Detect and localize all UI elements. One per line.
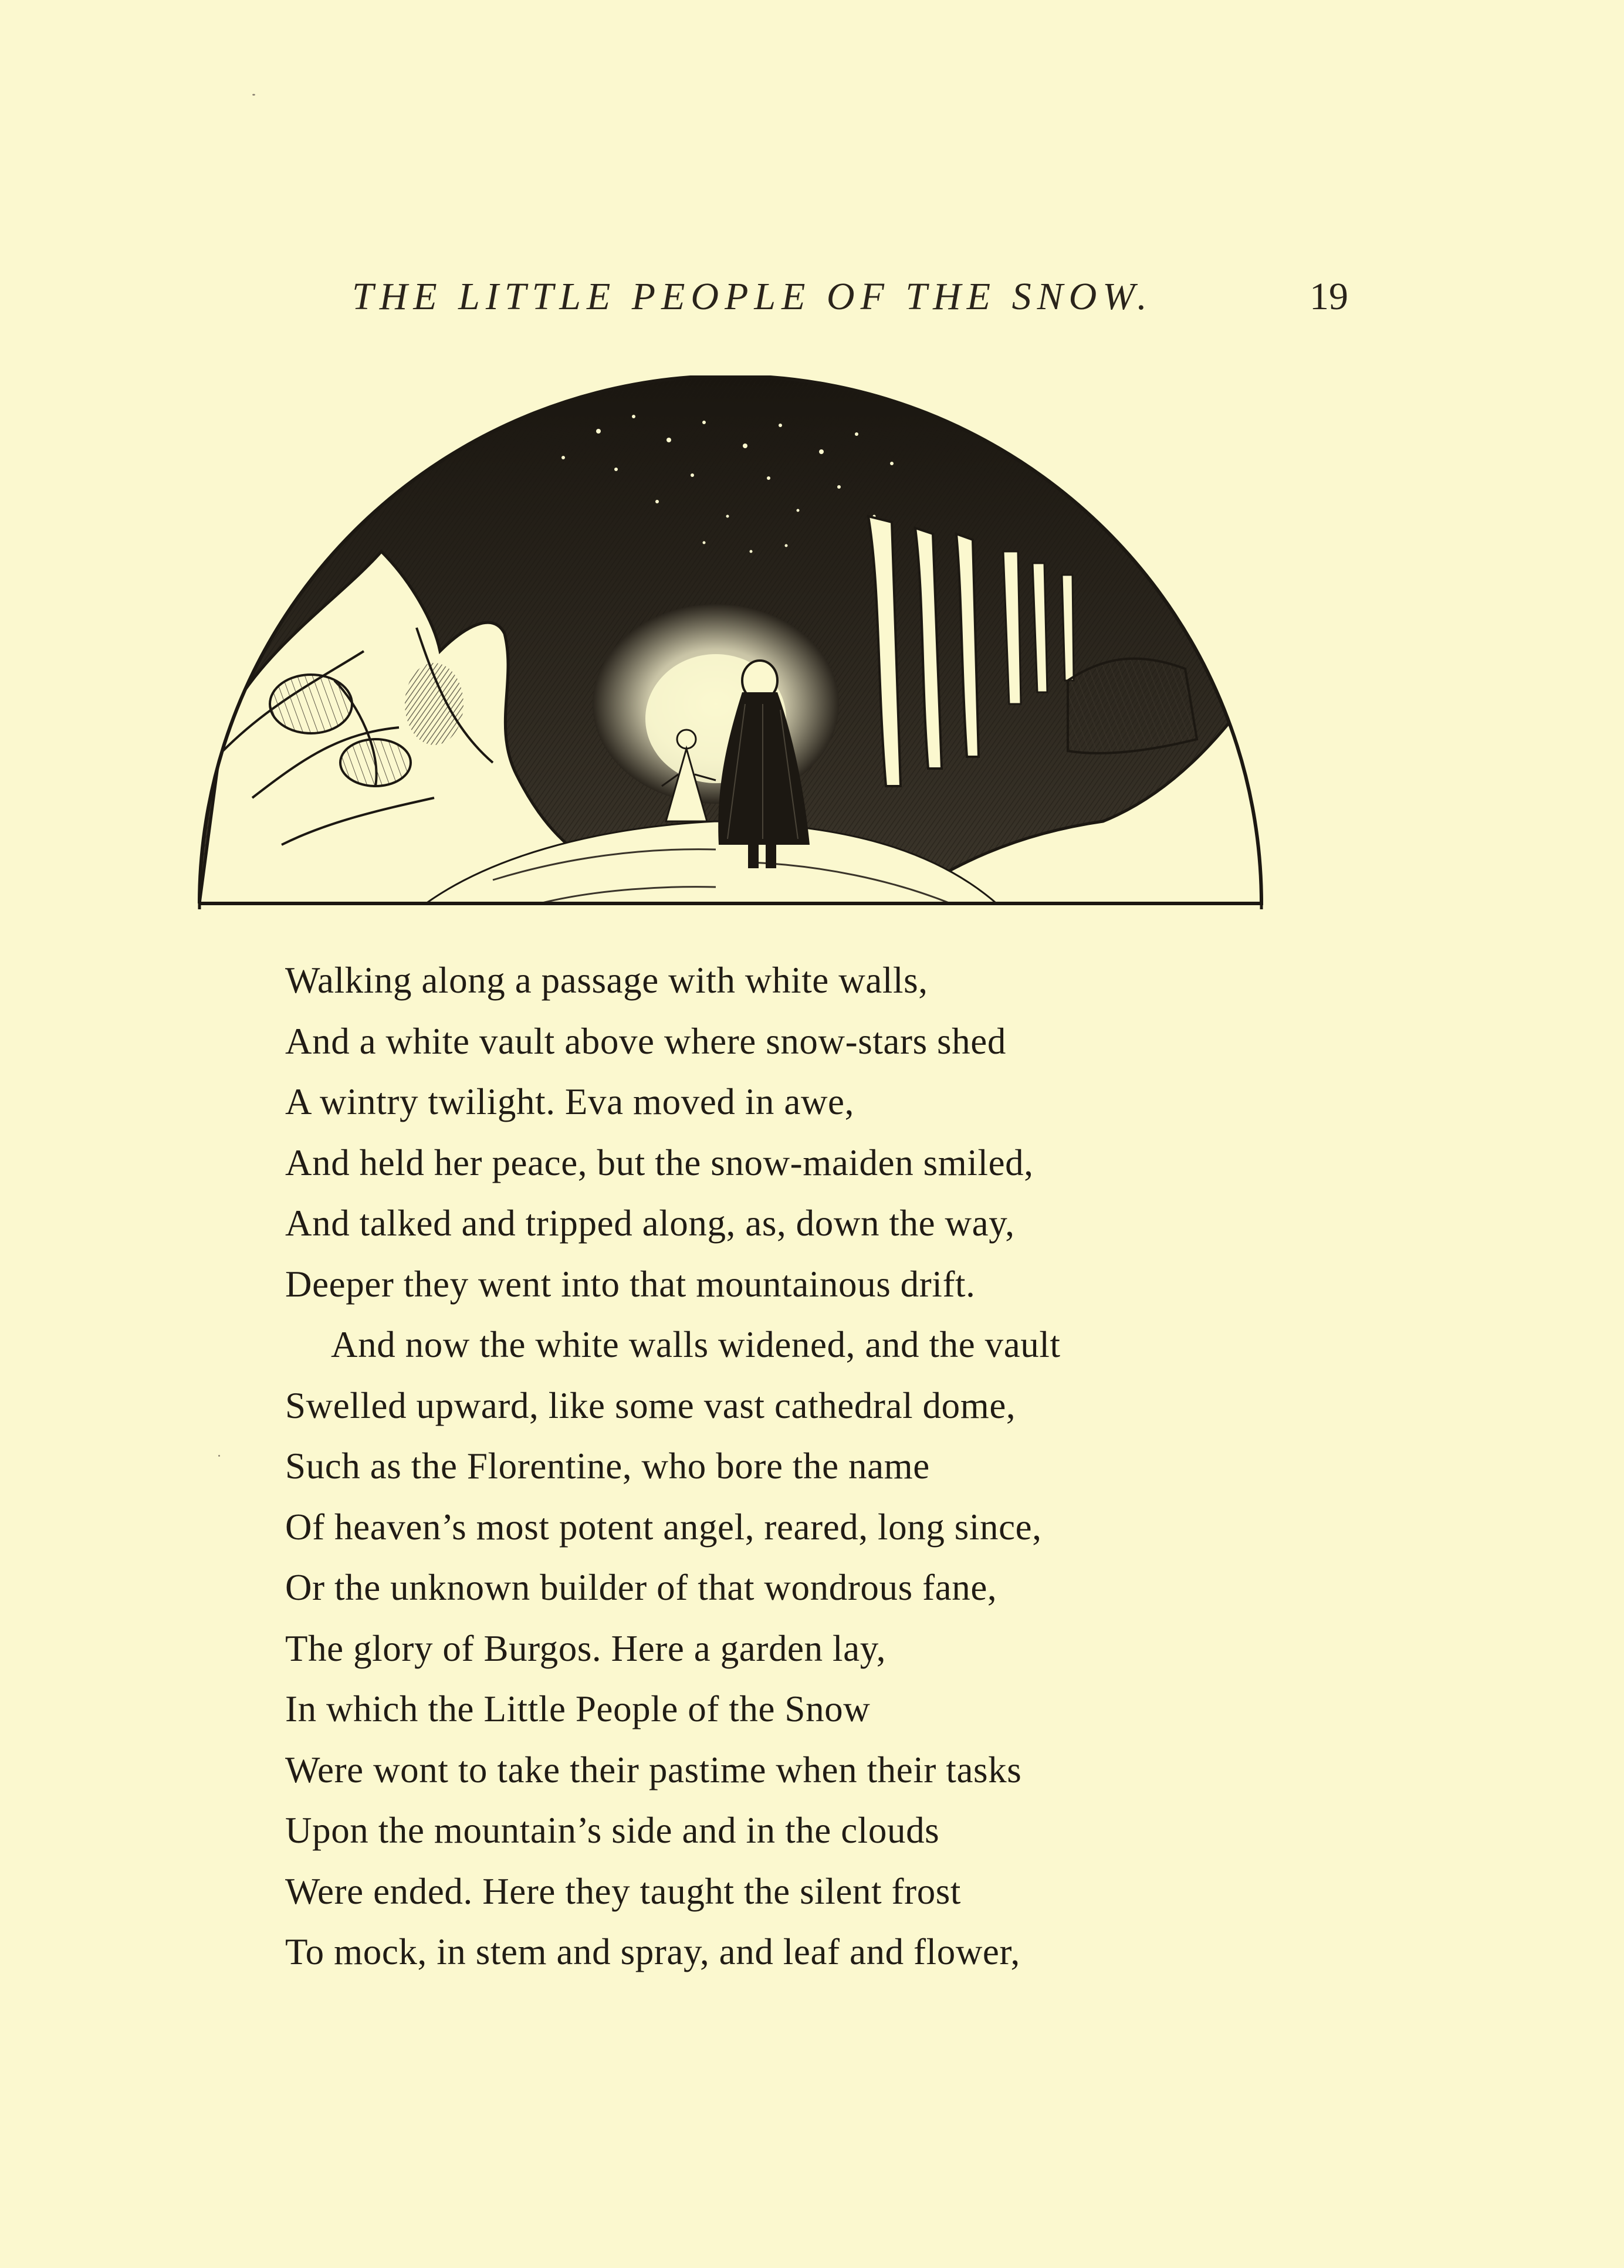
poem-line: Walking along a passage with white walls, xyxy=(285,960,928,1001)
poem-line: To mock, in stem and spray, and leaf and flower, xyxy=(285,1931,1020,1972)
running-title: THE LITTLE PEOPLE OF THE SNOW. xyxy=(352,275,1153,318)
poem-line: Were wont to take their pastime when their tasks xyxy=(285,1749,1022,1790)
poem-line: Were ended. Here they taught the silent frost xyxy=(285,1870,962,1912)
poem-line: And a white vault above where snow-stars shed xyxy=(285,1020,1006,1062)
poem-line: Of heaven’s most potent angel, reared, long since, xyxy=(285,1506,1042,1548)
poem-line: In which the Little People of the Snow xyxy=(285,1688,871,1729)
poem-line: And talked and tripped along, as, down the way, xyxy=(285,1203,1015,1244)
poem-text xyxy=(285,950,1400,1983)
paper-speck xyxy=(252,94,255,96)
poem-line: And held her peace, but the snow-maiden smiled, xyxy=(285,1142,1034,1183)
cavern-illustration xyxy=(188,375,1273,915)
poem-line: Upon the mountain’s side and in the clouds xyxy=(285,1810,940,1851)
paper-speck xyxy=(218,1455,220,1457)
poem-line: A wintry twilight. Eva moved in awe, xyxy=(285,1081,854,1122)
poem-line: The glory of Burgos. Here a garden lay, xyxy=(285,1627,887,1669)
poem-line: Such as the Florentine, who bore the name xyxy=(285,1446,930,1487)
poem-line: Swelled upward, like some vast cathedral dome, xyxy=(285,1385,1016,1426)
page-number: 19 xyxy=(1310,275,1348,318)
poem-line: Deeper they went into that mountainous drift. xyxy=(285,1263,976,1305)
poem-line: Or the unknown builder of that wondrous fane, xyxy=(285,1567,997,1608)
poem-line: And now the white walls widened, and the vault xyxy=(331,1324,1061,1365)
